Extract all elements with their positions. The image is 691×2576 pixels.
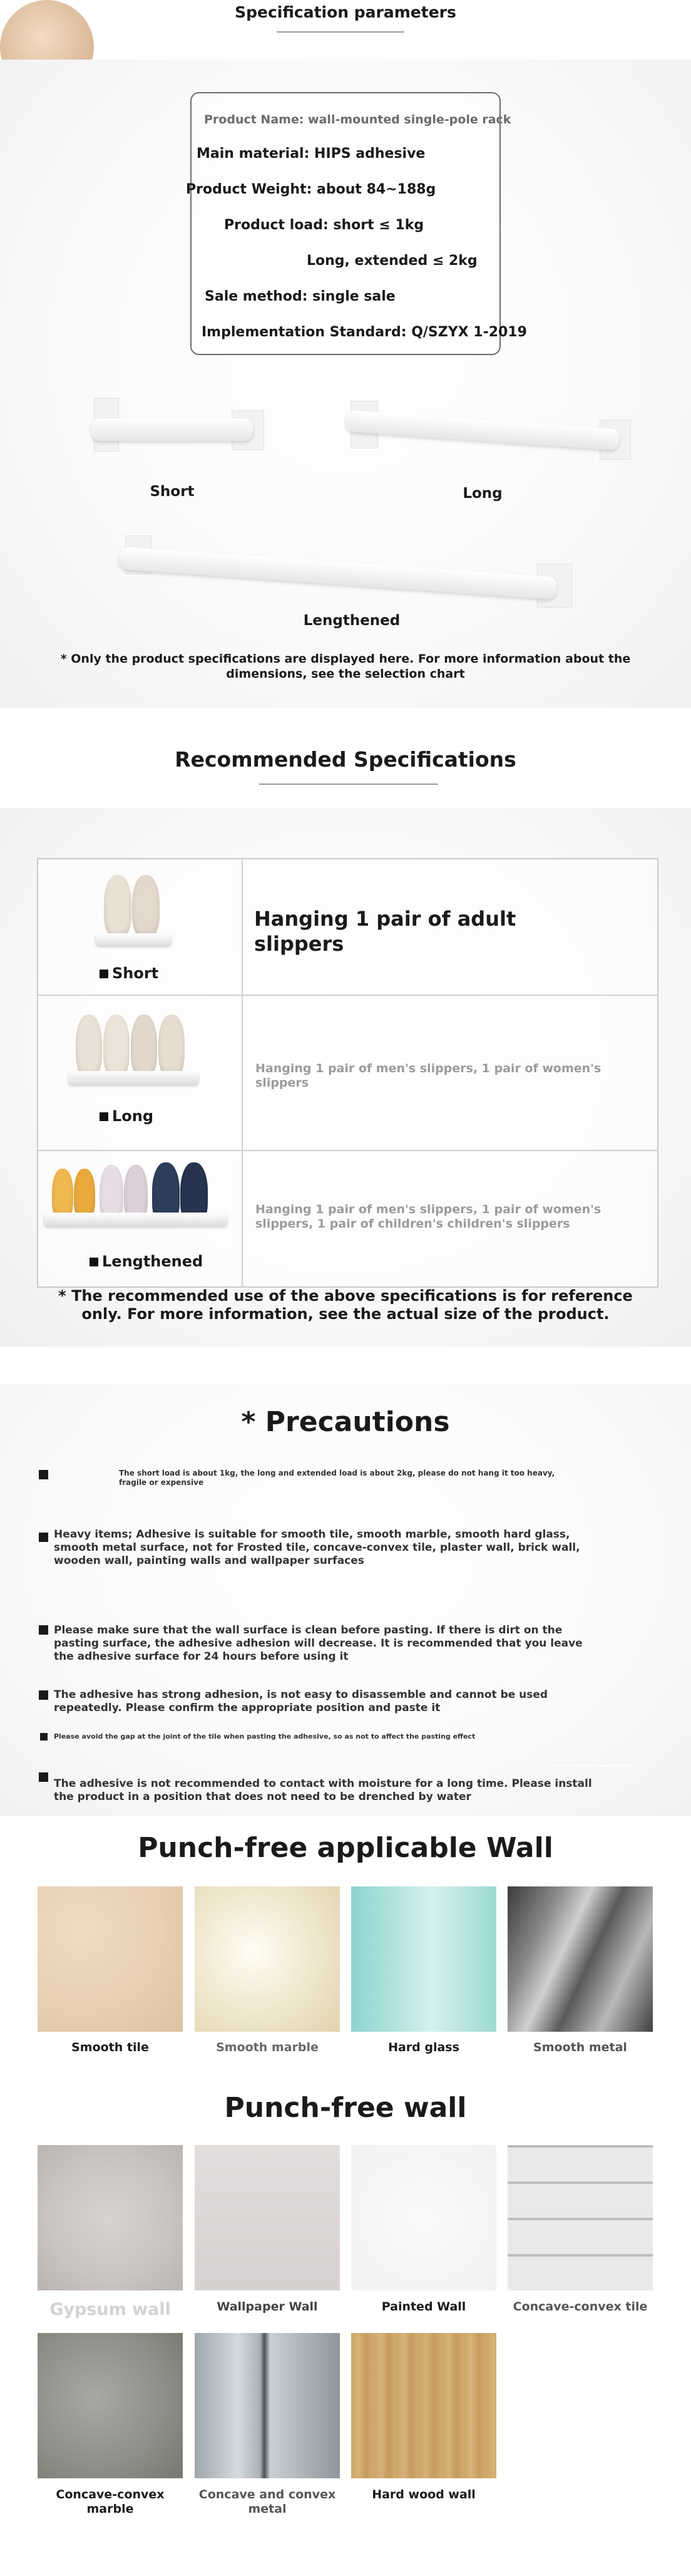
rec-row-description: Hanging 1 pair of men's slippers, 1 pair of women's slippers <box>255 1062 601 1090</box>
wall-type-label: Smooth metal <box>533 2041 627 2054</box>
smooth-tile-image <box>38 1886 183 2032</box>
bullet-icon <box>40 1733 48 1741</box>
title-underline <box>259 784 438 785</box>
table-row <box>38 859 657 996</box>
concave-convex-marble-image <box>38 2333 183 2478</box>
wall-type-label: Concave and convex metal <box>198 2488 336 2516</box>
spec-product-name: Product Name: wall-mounted single-pole rack <box>204 113 511 127</box>
spec-material: Main material: HIPS adhesive <box>197 146 426 162</box>
lengthened-rack-label: Lengthened <box>303 613 401 629</box>
precautions-background <box>0 1384 691 1816</box>
wall-type-label: Smooth tile <box>71 2041 149 2054</box>
smooth-metal-image <box>508 1886 653 2032</box>
title-underline <box>277 31 404 33</box>
concave-convex-metal-image <box>195 2333 340 2478</box>
bullet-icon <box>39 1690 48 1700</box>
short-rack-image <box>91 418 253 441</box>
long-rack-label: Long <box>463 485 503 502</box>
applicable-wall-title: Punch-free applicable Wall <box>138 1832 553 1864</box>
precaution-item: The adhesive has strong adhesion, is not easy to disassemble and cannot be used repeatedly. Please confirm the appropriate position and paste it <box>54 1689 548 1714</box>
precaution-item: The adhesive is not recommended to contact with moisture for a long time. Please install the product in a position that does not need to be drenched by water <box>54 1777 592 1803</box>
wall-type-label: Smooth marble <box>216 2041 319 2054</box>
rec-row-label: Lengthened <box>90 1253 203 1270</box>
bullet-icon <box>39 1470 48 1479</box>
precautions-title: * Precautions <box>241 1406 450 1438</box>
wall-type-label: Painted Wall <box>381 2300 466 2314</box>
rec-row-label: Short <box>100 965 158 982</box>
wallpaper-wall-image <box>195 2145 340 2290</box>
wall-type-label: Concave-convex tile <box>513 2300 648 2314</box>
painted-wall-image <box>351 2145 496 2290</box>
spec-section-title: Specification parameters <box>235 3 456 21</box>
short-rack-image <box>96 933 171 946</box>
slipper-image <box>103 1015 130 1077</box>
spec-load-long: Long, extended ≤ 2kg <box>307 253 478 269</box>
concave-convex-tile-image <box>508 2145 653 2290</box>
long-rack-image <box>68 1071 198 1085</box>
recommend-note: * The recommended use of the above specifications is for reference only. For more information, see the actual size of the product. <box>58 1287 633 1323</box>
slipper-image <box>104 875 131 938</box>
wall-type-label: Hard glass <box>388 2041 459 2054</box>
table-row <box>38 1151 657 1286</box>
punch-free-wall-title: Punch-free wall <box>224 2092 467 2124</box>
tile-gap-line <box>551 1765 632 1766</box>
wall-type-label: Concave-convex marble <box>56 2488 165 2516</box>
spec-weight: Product Weight: about 84~188g <box>186 182 436 197</box>
slipper-image <box>158 1015 185 1077</box>
spec-sale-method: Sale method: single sale <box>205 289 396 304</box>
wall-type-label: Wallpaper Wall <box>217 2300 318 2314</box>
bullet-icon <box>39 1625 48 1635</box>
slipper-image <box>132 875 160 938</box>
precaution-item: Please avoid the gap at the joint of the tile when pasting the adhesive, so as not to affect the pasting effect <box>54 1732 476 1741</box>
spec-note: * Only the product specifications are displayed here. For more information about the dimensions, see the selection chart <box>60 652 631 681</box>
wall-type-label: Hard wood wall <box>372 2488 476 2501</box>
recommend-section-title: Recommended Specifications <box>175 747 516 772</box>
bullet-icon <box>39 1533 48 1542</box>
slipper-image <box>131 1015 157 1077</box>
wall-type-label: Gypsum wall <box>49 2300 171 2319</box>
rec-row-description: Hanging 1 pair of adult slippers <box>254 907 516 956</box>
spec-standard: Implementation Standard: Q/SZYX 1-2019 <box>202 324 527 340</box>
precaution-item: Please make sure that the wall surface is clean before pasting. If there is dirt on the pasting surface, the adhesive adhesion will decrease. It is recommended that you leave the adhesive surface for 24 hours before using it <box>54 1624 583 1663</box>
slipper-image <box>76 1015 102 1077</box>
rec-row-description: Hanging 1 pair of men's slippers, 1 pair of women's slippers, 1 pair of children's children's slippers <box>255 1203 601 1231</box>
recommendation-table <box>37 858 658 1288</box>
smooth-marble-image <box>195 1886 340 2032</box>
precaution-item: The short load is about 1kg, the long and extended load is about 2kg, please do not hang it too heavy, fragile or expensive <box>119 1469 555 1487</box>
hard-glass-image <box>351 1886 496 2032</box>
table-row <box>38 996 657 1151</box>
gypsum-wall-image <box>38 2145 183 2290</box>
lengthened-rack-image <box>44 1213 227 1226</box>
precaution-item: Heavy items; Adhesive is suitable for smooth tile, smooth marble, smooth hard glass, smooth metal surface, not for Frosted tile, concave-convex tile, plaster wall, brick wall, wooden wall, painting walls and wallpaper surfaces <box>54 1528 580 1567</box>
rec-row-label: Long <box>100 1107 153 1125</box>
spec-load-short: Product load: short ≤ 1kg <box>224 217 424 233</box>
hard-wood-wall-image <box>351 2333 496 2478</box>
bullet-icon <box>39 1772 48 1782</box>
short-rack-label: Short <box>150 484 195 500</box>
